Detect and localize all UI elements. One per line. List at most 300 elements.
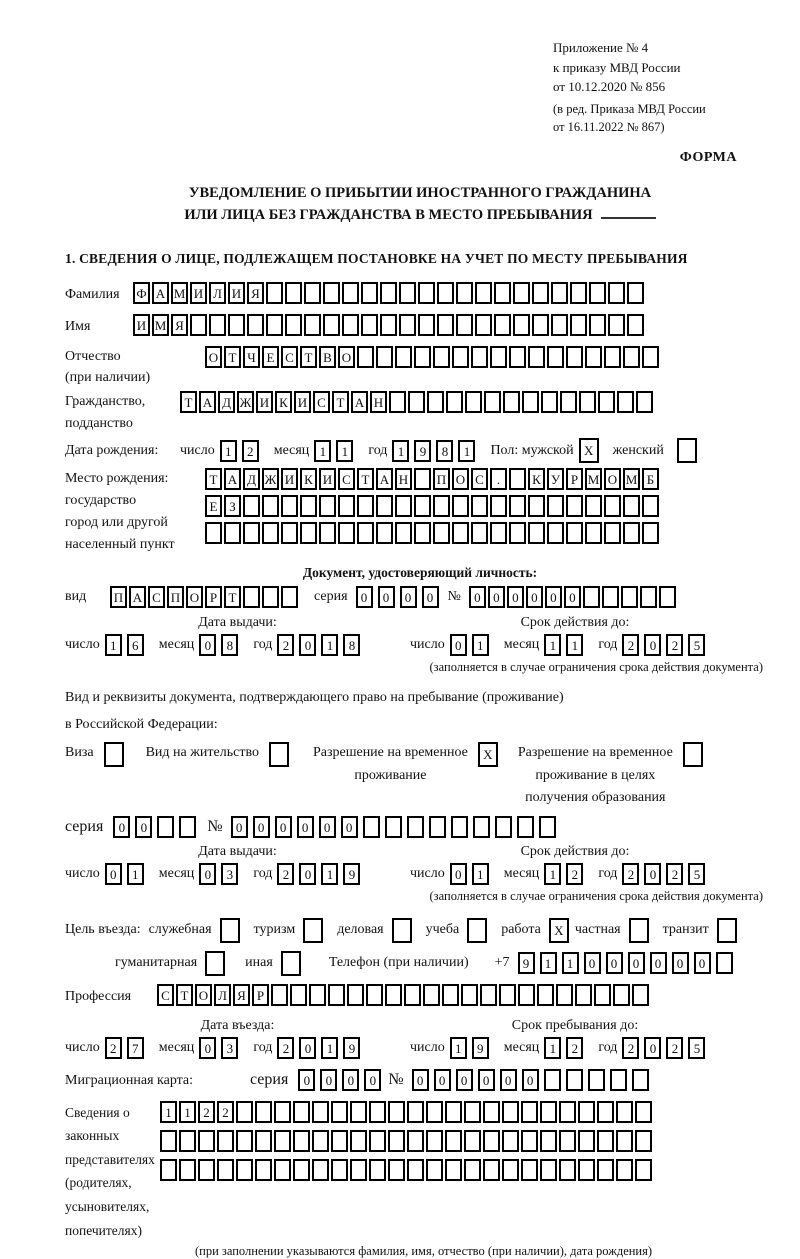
doc-issue-month-cells[interactable] <box>199 634 243 656</box>
cell[interactable] <box>309 984 326 1006</box>
cell[interactable] <box>414 495 431 517</box>
cell[interactable] <box>597 1159 614 1181</box>
cell[interactable] <box>392 918 412 943</box>
cell[interactable]: Е <box>205 495 222 517</box>
cell[interactable] <box>293 1101 310 1123</box>
cell[interactable] <box>303 918 323 943</box>
cell[interactable]: 8 <box>343 634 360 656</box>
cell[interactable]: 0 <box>299 1037 316 1059</box>
cell[interactable] <box>632 984 649 1006</box>
cell[interactable] <box>312 1159 329 1181</box>
cell[interactable]: 0 <box>320 1069 337 1091</box>
cell[interactable] <box>331 1130 348 1152</box>
cell[interactable] <box>464 1101 481 1123</box>
cell[interactable]: X <box>549 918 569 943</box>
profession-cells[interactable] <box>157 984 651 1006</box>
doc-valid-year-cells[interactable] <box>622 634 710 656</box>
cell[interactable] <box>717 918 737 943</box>
cell[interactable]: 1 <box>472 863 489 885</box>
cell[interactable]: 0 <box>135 816 152 838</box>
cell[interactable] <box>312 1130 329 1152</box>
cell[interactable]: С <box>313 391 330 413</box>
cell[interactable]: А <box>224 468 241 490</box>
cell[interactable] <box>262 586 279 608</box>
cell[interactable] <box>338 522 355 544</box>
cell[interactable] <box>499 984 516 1006</box>
visa-checkbox[interactable] <box>104 742 124 767</box>
cell[interactable] <box>433 522 450 544</box>
cell[interactable]: 2 <box>666 634 683 656</box>
doc-issue-day-cells[interactable] <box>105 634 149 656</box>
cell[interactable] <box>452 346 469 368</box>
cell[interactable]: 0 <box>364 1069 381 1091</box>
cell[interactable]: 8 <box>436 440 453 462</box>
cell[interactable] <box>502 1101 519 1123</box>
cell[interactable]: 2 <box>566 863 583 885</box>
doc-type-cells[interactable] <box>110 586 300 608</box>
cell[interactable] <box>608 282 625 304</box>
purpose-private-checkbox[interactable] <box>629 918 649 943</box>
cell[interactable] <box>312 1101 329 1123</box>
cell[interactable]: 2 <box>217 1101 234 1123</box>
cell[interactable]: 7 <box>127 1037 144 1059</box>
cell[interactable] <box>540 1101 557 1123</box>
cell[interactable]: И <box>319 468 336 490</box>
cell[interactable]: 0 <box>456 1069 473 1091</box>
cell[interactable]: 0 <box>341 816 358 838</box>
cell[interactable]: 0 <box>434 1069 451 1091</box>
cell[interactable] <box>271 984 288 1006</box>
cell[interactable]: 0 <box>694 952 711 974</box>
cell[interactable]: Р <box>252 984 269 1006</box>
cell[interactable]: 0 <box>299 634 316 656</box>
cell[interactable] <box>583 586 600 608</box>
cell[interactable] <box>560 391 577 413</box>
cell[interactable] <box>578 1101 595 1123</box>
cell[interactable]: 1 <box>321 1037 338 1059</box>
cell[interactable] <box>490 346 507 368</box>
cell[interactable] <box>517 816 534 838</box>
cell[interactable]: 1 <box>544 1037 561 1059</box>
cell[interactable] <box>513 314 530 336</box>
cell[interactable] <box>627 314 644 336</box>
cell[interactable] <box>395 522 412 544</box>
cell[interactable]: 0 <box>644 1037 661 1059</box>
cell[interactable] <box>559 1130 576 1152</box>
cell[interactable]: 1 <box>160 1101 177 1123</box>
cell[interactable] <box>604 522 621 544</box>
cell[interactable] <box>266 282 283 304</box>
cell[interactable] <box>594 984 611 1006</box>
cell[interactable] <box>494 314 511 336</box>
cell[interactable]: 1 <box>544 863 561 885</box>
cell[interactable] <box>495 816 512 838</box>
cell[interactable] <box>408 391 425 413</box>
cell[interactable] <box>471 495 488 517</box>
cell[interactable] <box>540 1130 557 1152</box>
cell[interactable] <box>236 1159 253 1181</box>
cell[interactable] <box>255 1101 272 1123</box>
cell[interactable]: Д <box>243 468 260 490</box>
cell[interactable]: Н <box>370 391 387 413</box>
cell[interactable] <box>483 1159 500 1181</box>
cell[interactable] <box>228 314 245 336</box>
cell[interactable]: С <box>338 468 355 490</box>
cell[interactable] <box>635 1130 652 1152</box>
cell[interactable]: 0 <box>584 952 601 974</box>
cell[interactable] <box>209 314 226 336</box>
cell[interactable] <box>179 1130 196 1152</box>
cell[interactable] <box>544 1069 561 1091</box>
permit-number-cells[interactable] <box>231 816 561 838</box>
doc-issue-year-cells[interactable] <box>277 634 365 656</box>
cell[interactable]: 0 <box>298 1069 315 1091</box>
cell[interactable] <box>389 391 406 413</box>
cell[interactable]: 1 <box>336 440 353 462</box>
cell[interactable] <box>578 1130 595 1152</box>
cell[interactable] <box>570 282 587 304</box>
entry-year-cells[interactable] <box>277 1037 365 1059</box>
cell[interactable] <box>556 984 573 1006</box>
cell[interactable]: О <box>195 984 212 1006</box>
cell[interactable] <box>407 1159 424 1181</box>
permit-valid-day-cells[interactable] <box>450 863 494 885</box>
cell[interactable] <box>480 984 497 1006</box>
birthplace-row3-cells[interactable] <box>205 522 661 544</box>
cell[interactable]: 1 <box>540 952 557 974</box>
cell[interactable] <box>642 346 659 368</box>
cell[interactable] <box>502 1130 519 1152</box>
cell[interactable] <box>503 391 520 413</box>
cell[interactable]: Я <box>233 984 250 1006</box>
permit-issue-year-cells[interactable] <box>277 863 365 885</box>
cell[interactable] <box>464 1159 481 1181</box>
cell[interactable]: О <box>604 468 621 490</box>
cell[interactable]: 1 <box>562 952 579 974</box>
cell[interactable]: 2 <box>242 440 259 462</box>
cell[interactable] <box>304 314 321 336</box>
cell[interactable] <box>627 282 644 304</box>
cell[interactable] <box>388 1101 405 1123</box>
cell[interactable]: X <box>579 438 599 463</box>
cell[interactable] <box>636 391 653 413</box>
cell[interactable] <box>262 495 279 517</box>
cell[interactable] <box>285 314 302 336</box>
cell[interactable]: 0 <box>412 1069 429 1091</box>
cell[interactable]: 0 <box>199 1037 216 1059</box>
cell[interactable]: 0 <box>378 586 395 608</box>
cell[interactable] <box>160 1130 177 1152</box>
cell[interactable]: Р <box>566 468 583 490</box>
cell[interactable]: П <box>167 586 184 608</box>
cell[interactable]: 1 <box>179 1101 196 1123</box>
cell[interactable] <box>350 1101 367 1123</box>
cell[interactable]: М <box>623 468 640 490</box>
cell[interactable] <box>217 1159 234 1181</box>
cell[interactable] <box>522 391 539 413</box>
purpose-transit-checkbox[interactable] <box>717 918 737 943</box>
purpose-work-checkbox[interactable] <box>549 918 569 943</box>
cell[interactable] <box>427 391 444 413</box>
cell[interactable]: 1 <box>450 1037 467 1059</box>
cell[interactable]: 0 <box>113 816 130 838</box>
cell[interactable]: Т <box>205 468 222 490</box>
cell[interactable]: Л <box>214 984 231 1006</box>
stay-month-cells[interactable] <box>544 1037 588 1059</box>
cell[interactable]: 9 <box>518 952 535 974</box>
cell[interactable] <box>588 1069 605 1091</box>
cell[interactable]: 2 <box>566 1037 583 1059</box>
cell[interactable] <box>566 495 583 517</box>
name-cells[interactable] <box>133 314 646 336</box>
cell[interactable] <box>160 1159 177 1181</box>
birthdate-year-cells[interactable] <box>392 440 480 462</box>
cell[interactable] <box>437 314 454 336</box>
cell[interactable]: 0 <box>105 863 122 885</box>
cell[interactable] <box>585 495 602 517</box>
cell[interactable] <box>632 1069 649 1091</box>
cell[interactable]: С <box>157 984 174 1006</box>
entry-month-cells[interactable] <box>199 1037 243 1059</box>
cell[interactable] <box>456 314 473 336</box>
doc-number-cells[interactable] <box>469 586 678 608</box>
cell[interactable]: 0 <box>488 586 505 608</box>
cell[interactable]: 5 <box>688 863 705 885</box>
cell[interactable] <box>385 816 402 838</box>
cell[interactable]: 2 <box>666 1037 683 1059</box>
cell[interactable] <box>659 586 676 608</box>
cell[interactable]: О <box>186 586 203 608</box>
cell[interactable] <box>369 1101 386 1123</box>
cell[interactable] <box>274 1101 291 1123</box>
cell[interactable] <box>293 1159 310 1181</box>
cell[interactable]: М <box>152 314 169 336</box>
cell[interactable]: Т <box>332 391 349 413</box>
birthplace-row2-cells[interactable] <box>205 495 661 517</box>
cell[interactable] <box>445 1159 462 1181</box>
cell[interactable]: Ж <box>237 391 254 413</box>
cell[interactable] <box>342 314 359 336</box>
cell[interactable]: 1 <box>472 634 489 656</box>
cell[interactable] <box>521 1130 538 1152</box>
cell[interactable] <box>623 495 640 517</box>
cell[interactable] <box>418 282 435 304</box>
surname-cells[interactable] <box>133 282 646 304</box>
cell[interactable]: Р <box>205 586 222 608</box>
cell[interactable]: 3 <box>221 1037 238 1059</box>
cell[interactable]: Т <box>180 391 197 413</box>
stay-day-cells[interactable] <box>450 1037 494 1059</box>
cell[interactable]: 9 <box>472 1037 489 1059</box>
cell[interactable]: 8 <box>221 634 238 656</box>
doc-series-cells[interactable] <box>356 586 444 608</box>
cell[interactable] <box>224 522 241 544</box>
cell[interactable]: Т <box>224 346 241 368</box>
cell[interactable]: 1 <box>127 863 144 885</box>
cell[interactable]: 0 <box>231 816 248 838</box>
cell[interactable]: 1 <box>566 634 583 656</box>
cell[interactable] <box>217 1130 234 1152</box>
cell[interactable] <box>363 816 380 838</box>
cell[interactable]: А <box>376 468 393 490</box>
cell[interactable]: 0 <box>297 816 314 838</box>
purpose-business-checkbox[interactable] <box>392 918 412 943</box>
cell[interactable] <box>539 816 556 838</box>
cell[interactable] <box>597 1130 614 1152</box>
cell[interactable] <box>205 522 222 544</box>
cell[interactable]: И <box>294 391 311 413</box>
cell[interactable]: 5 <box>688 634 705 656</box>
cell[interactable] <box>350 1130 367 1152</box>
cell[interactable]: С <box>281 346 298 368</box>
cell[interactable]: В <box>319 346 336 368</box>
cell[interactable] <box>426 1101 443 1123</box>
cell[interactable] <box>350 1159 367 1181</box>
cell[interactable]: 0 <box>469 586 486 608</box>
cell[interactable] <box>640 586 657 608</box>
cell[interactable] <box>388 1130 405 1152</box>
cell[interactable]: . <box>490 468 507 490</box>
cell[interactable] <box>509 495 526 517</box>
cell[interactable] <box>433 495 450 517</box>
cell[interactable] <box>509 468 526 490</box>
cell[interactable] <box>323 282 340 304</box>
cell[interactable] <box>452 495 469 517</box>
cell[interactable] <box>585 346 602 368</box>
cell[interactable]: 0 <box>672 952 689 974</box>
phone-cells[interactable] <box>518 952 738 974</box>
cell[interactable]: 2 <box>666 863 683 885</box>
legal-reps-row1-cells[interactable] <box>160 1101 654 1123</box>
cell[interactable] <box>621 586 638 608</box>
cell[interactable] <box>551 282 568 304</box>
cell[interactable]: 9 <box>414 440 431 462</box>
cell[interactable] <box>623 522 640 544</box>
cell[interactable] <box>532 314 549 336</box>
cell[interactable] <box>281 586 298 608</box>
cell[interactable] <box>532 282 549 304</box>
cell[interactable] <box>342 282 359 304</box>
cell[interactable]: К <box>300 468 317 490</box>
cell[interactable] <box>610 1069 627 1091</box>
cell[interactable]: О <box>205 346 222 368</box>
cell[interactable] <box>243 522 260 544</box>
cell[interactable] <box>589 282 606 304</box>
cell[interactable]: У <box>547 468 564 490</box>
cell[interactable]: Н <box>395 468 412 490</box>
cell[interactable] <box>578 1159 595 1181</box>
cell[interactable] <box>461 984 478 1006</box>
cell[interactable]: 1 <box>314 440 331 462</box>
migration-series-cells[interactable] <box>298 1069 386 1091</box>
cell[interactable]: П <box>433 468 450 490</box>
cell[interactable] <box>399 314 416 336</box>
permit-issue-month-cells[interactable] <box>199 863 243 885</box>
cell[interactable]: 0 <box>299 863 316 885</box>
cell[interactable] <box>464 1130 481 1152</box>
purpose-study-checkbox[interactable] <box>467 918 487 943</box>
cell[interactable] <box>445 1101 462 1123</box>
cell[interactable]: 0 <box>644 863 661 885</box>
cell[interactable] <box>604 346 621 368</box>
cell[interactable] <box>541 391 558 413</box>
cell[interactable] <box>407 816 424 838</box>
cell[interactable] <box>331 1159 348 1181</box>
cell[interactable] <box>380 282 397 304</box>
cell[interactable]: И <box>281 468 298 490</box>
cell[interactable] <box>597 1101 614 1123</box>
stay-year-cells[interactable] <box>622 1037 710 1059</box>
cell[interactable] <box>642 495 659 517</box>
cell[interactable]: Я <box>247 282 264 304</box>
cell[interactable]: И <box>228 282 245 304</box>
cell[interactable] <box>366 984 383 1006</box>
cell[interactable]: 0 <box>478 1069 495 1091</box>
cell[interactable]: 0 <box>356 586 373 608</box>
cell[interactable] <box>616 1159 633 1181</box>
cell[interactable]: 0 <box>199 634 216 656</box>
cell[interactable] <box>361 314 378 336</box>
cell[interactable] <box>677 438 697 463</box>
cell[interactable]: Т <box>224 586 241 608</box>
cell[interactable] <box>407 1101 424 1123</box>
cell[interactable] <box>157 816 174 838</box>
cell[interactable] <box>423 984 440 1006</box>
cell[interactable]: Л <box>209 282 226 304</box>
cell[interactable] <box>104 742 124 767</box>
cell[interactable] <box>357 495 374 517</box>
cell[interactable] <box>293 1130 310 1152</box>
cell[interactable] <box>509 346 526 368</box>
cell[interactable] <box>528 495 545 517</box>
cell[interactable] <box>566 1069 583 1091</box>
cell[interactable] <box>547 346 564 368</box>
cell[interactable] <box>616 1101 633 1123</box>
cell[interactable] <box>502 1159 519 1181</box>
cell[interactable] <box>220 918 240 943</box>
cell[interactable]: Ф <box>133 282 150 304</box>
cell[interactable] <box>376 522 393 544</box>
cell[interactable]: 2 <box>198 1101 215 1123</box>
cell[interactable] <box>513 282 530 304</box>
cell[interactable]: 0 <box>253 816 270 838</box>
cell[interactable]: 9 <box>343 1037 360 1059</box>
cell[interactable]: 1 <box>321 634 338 656</box>
cell[interactable]: 1 <box>105 634 122 656</box>
cell[interactable] <box>243 586 260 608</box>
cell[interactable]: А <box>152 282 169 304</box>
sex-female-checkbox[interactable] <box>677 438 697 463</box>
cell[interactable]: Д <box>218 391 235 413</box>
cell[interactable]: 0 <box>500 1069 517 1091</box>
cell[interactable]: А <box>129 586 146 608</box>
cell[interactable] <box>540 1159 557 1181</box>
cell[interactable] <box>198 1159 215 1181</box>
cell[interactable] <box>328 984 345 1006</box>
cell[interactable] <box>190 314 207 336</box>
cell[interactable]: П <box>110 586 127 608</box>
cell[interactable] <box>281 522 298 544</box>
cell[interactable] <box>319 522 336 544</box>
cell[interactable]: 2 <box>277 863 294 885</box>
cell[interactable]: 2 <box>622 634 639 656</box>
cell[interactable]: 0 <box>450 863 467 885</box>
cell[interactable] <box>304 282 321 304</box>
cell[interactable]: 6 <box>127 634 144 656</box>
permit-issue-day-cells[interactable] <box>105 863 149 885</box>
cell[interactable]: 2 <box>622 863 639 885</box>
birthplace-row1-cells[interactable] <box>205 468 661 490</box>
